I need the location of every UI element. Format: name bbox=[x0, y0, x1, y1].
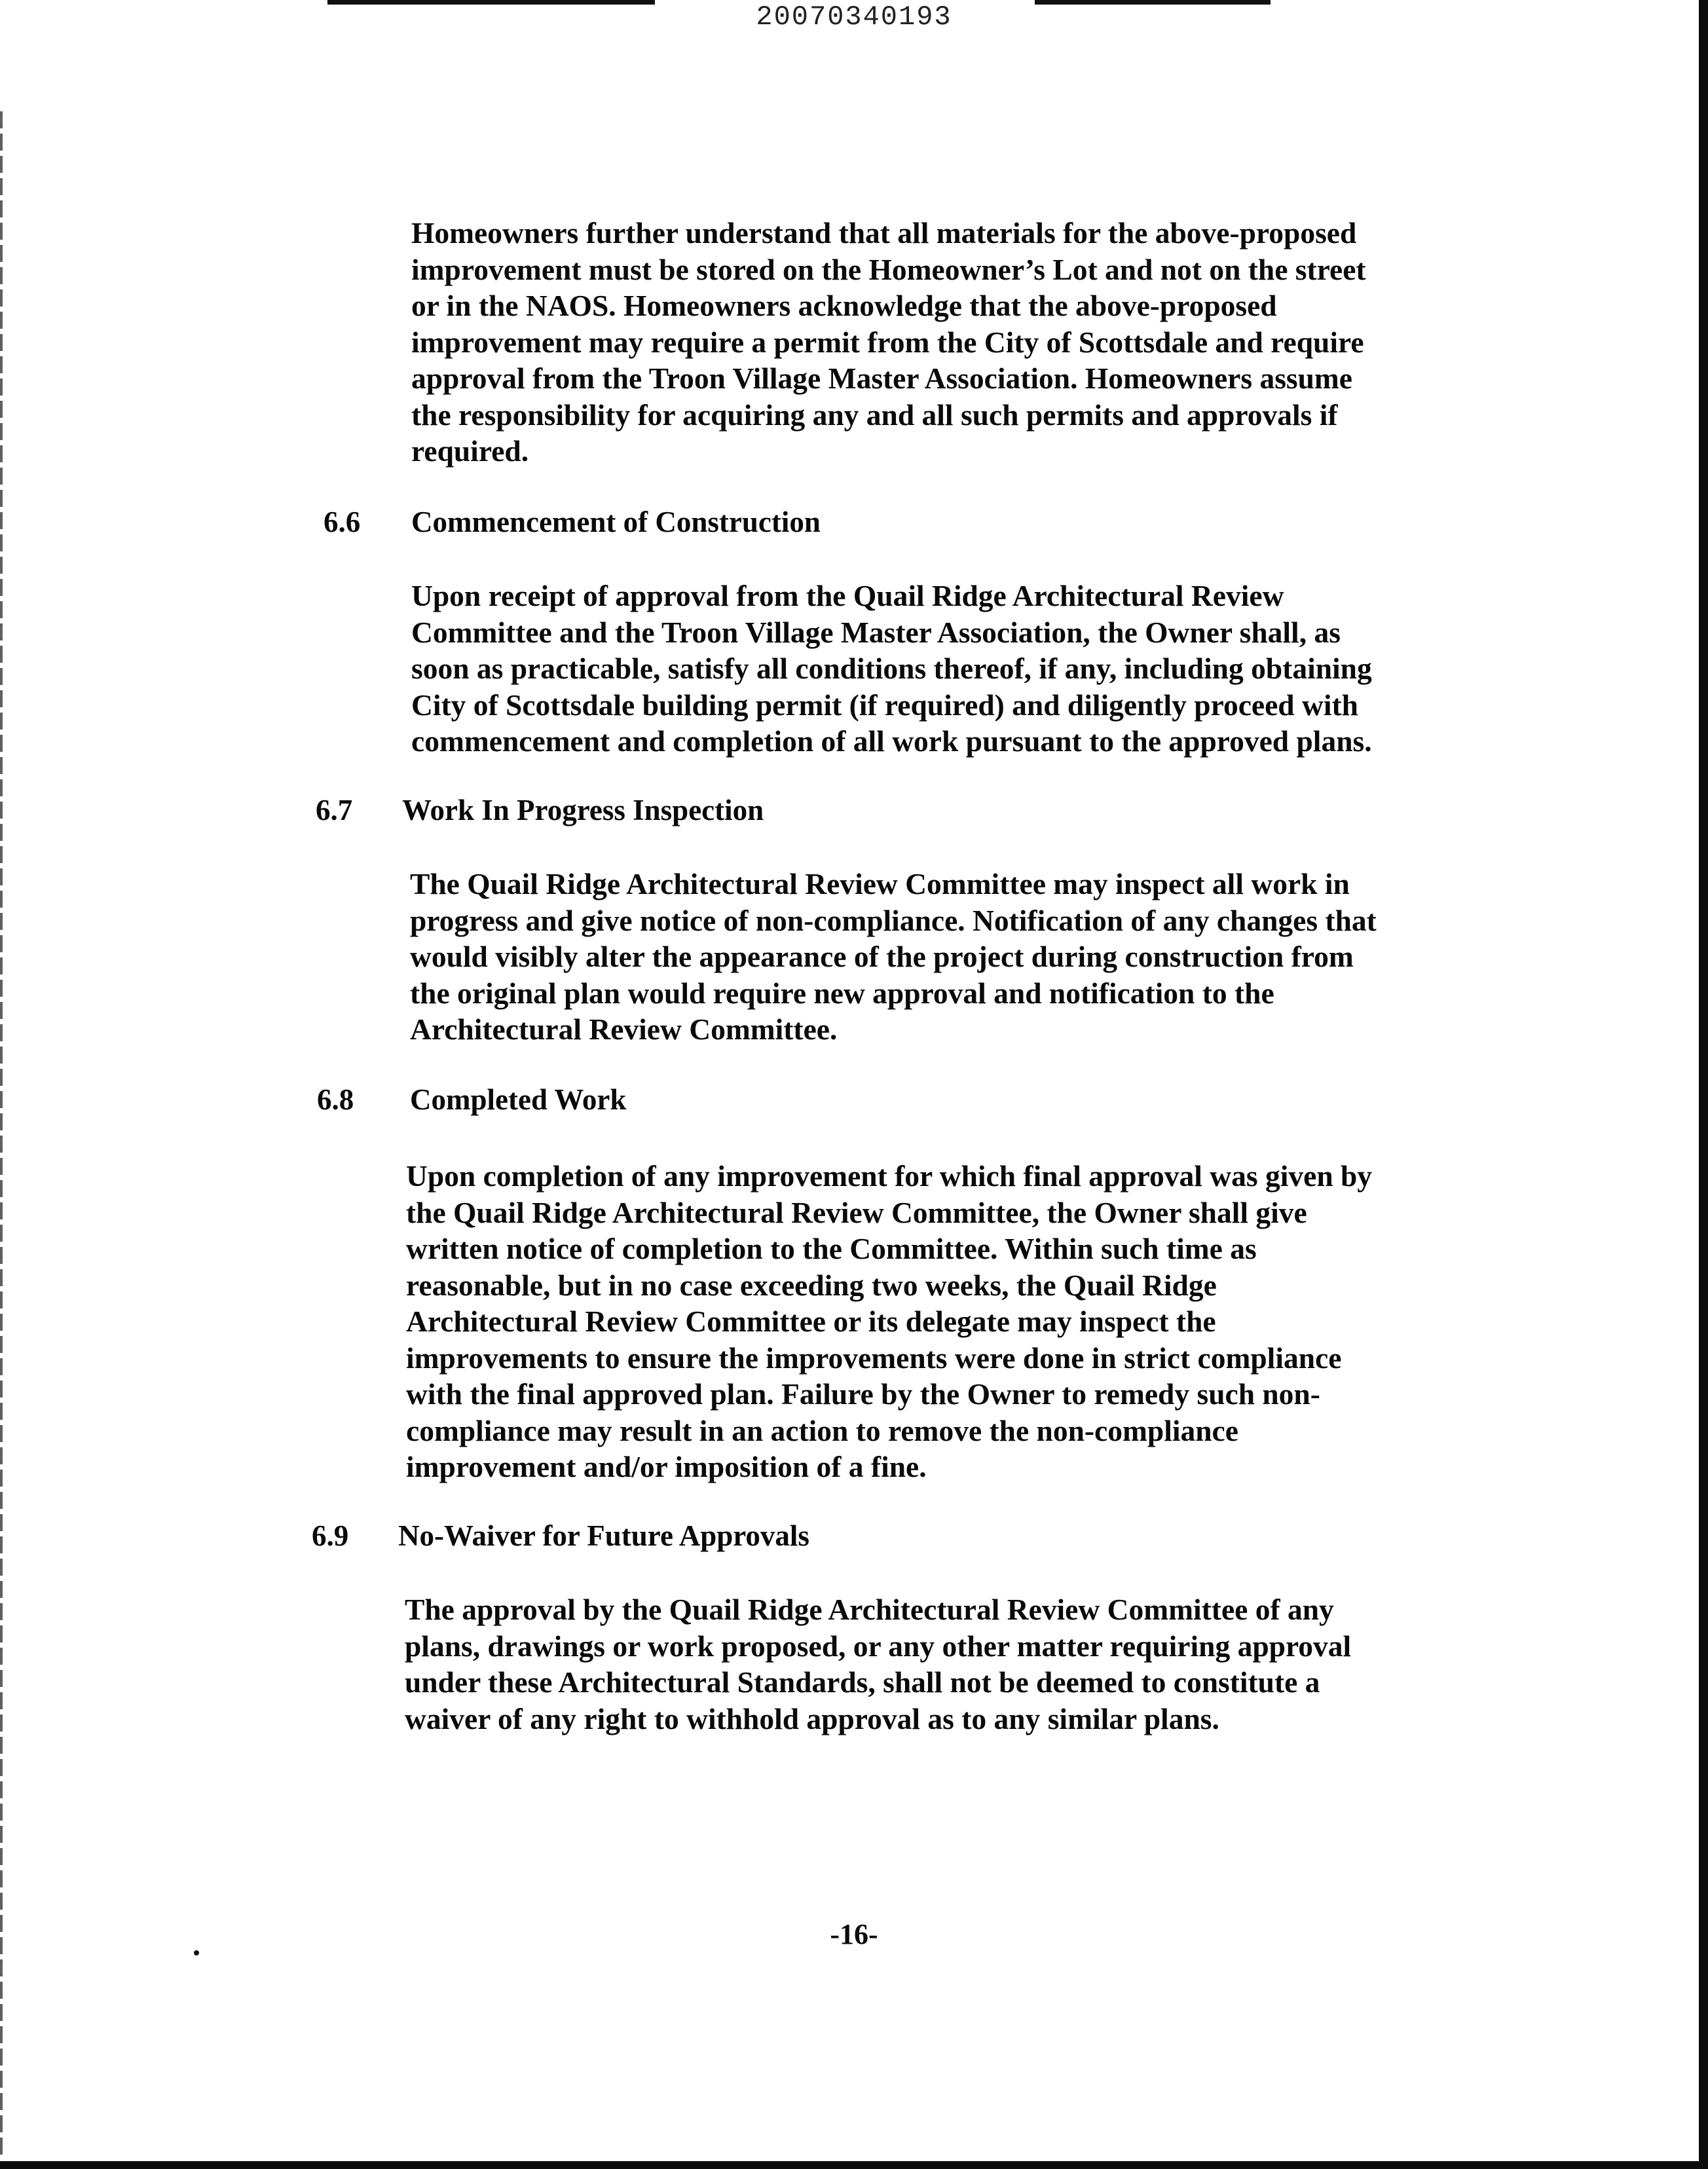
paragraph-line: Architectural Review Committee or its delegate may inspect the bbox=[406, 1305, 1216, 1338]
paragraph-line: approval from the Troon Village Master Association. Homeowners assume bbox=[411, 362, 1353, 395]
paragraph-line: Architectural Review Committee. bbox=[410, 1012, 838, 1046]
scan-artifact-speck bbox=[194, 1950, 199, 1956]
document-number: 20070340193 bbox=[756, 1, 952, 33]
paragraph-line: would visibly alter the appearance of the project during construction from bbox=[410, 940, 1354, 973]
section-heading bbox=[324, 504, 1306, 540]
section-title: Commencement of Construction bbox=[411, 506, 821, 538]
paragraph-line: written notice of completion to the Committee. Within such time as bbox=[406, 1232, 1257, 1265]
paragraph-line: Homeowners further understand that all materials for the above-proposed bbox=[411, 216, 1357, 250]
section-number: 6.7 bbox=[316, 794, 353, 826]
section-number: 6.8 bbox=[317, 1083, 354, 1116]
section-number: 6.6 bbox=[324, 506, 361, 538]
scan-artifact-bottom-edge bbox=[0, 2161, 1708, 2169]
page-number: -16- bbox=[830, 1918, 878, 1950]
paragraph-line: with the final approved plan. Failure by the Owner to remedy such non- bbox=[406, 1377, 1320, 1411]
section-title: No-Waiver for Future Approvals bbox=[398, 1519, 809, 1552]
paragraph-line: or in the NAOS. Homeowners acknowledge that the above-proposed bbox=[411, 289, 1277, 322]
paragraph-line: commencement and completion of all work pursuant to the approved plans. bbox=[411, 724, 1372, 758]
section-heading bbox=[317, 1082, 1299, 1118]
paragraph-line: progress and give notice of non-compliance. Notification of any changes that bbox=[410, 903, 1377, 937]
section-title: Completed Work bbox=[410, 1083, 627, 1116]
section-heading bbox=[316, 792, 1298, 828]
paragraph-line: City of Scottsdale building permit (if required) and diligently proceed with bbox=[411, 688, 1358, 722]
paragraph-line: improvement must be stored on the Homeowner’s Lot and not on the street bbox=[411, 252, 1366, 286]
paragraph-line: The approval by the Quail Ridge Architectural Review Committee of any bbox=[405, 1593, 1334, 1626]
paragraph-line: Committee and the Troon Village Master Association, the Owner shall, as bbox=[411, 615, 1341, 649]
paragraph-line: compliance may result in an action to remove the non-compliance bbox=[406, 1413, 1238, 1447]
paragraph-line: improvement and/or imposition of a fine. bbox=[406, 1450, 927, 1483]
paragraph-line: soon as practicable, satisfy all conditions thereof, if any, including obtaining bbox=[411, 652, 1372, 685]
paragraph-line: waiver of any right to withhold approval as to any similar plans. bbox=[405, 1701, 1219, 1735]
paragraph-line: under these Architectural Standards, shall not be deemed to constitute a bbox=[405, 1665, 1320, 1699]
paragraph-line: the Quail Ridge Architectural Review Committee, the Owner shall give bbox=[406, 1195, 1307, 1229]
paragraph-line: reasonable, but in no case exceeding two weeks, the Quail Ridge bbox=[406, 1268, 1217, 1302]
paragraph-line: The Quail Ridge Architectural Review Committee may inspect all work in bbox=[410, 867, 1350, 900]
paragraph-line: the responsibility for acquiring any and all such permits and approvals if bbox=[411, 398, 1338, 432]
section-number: 6.9 bbox=[312, 1519, 349, 1552]
paragraph-line: required. bbox=[411, 434, 529, 468]
paragraph-line: Upon receipt of approval from the Quail Ridge Architectural Review bbox=[411, 579, 1284, 612]
paragraph-line: the original plan would require new approval and notification to the bbox=[410, 976, 1274, 1010]
paragraph-line: improvement may require a permit from the City of Scottsdale and require bbox=[411, 325, 1364, 359]
paragraph-line: plans, drawings or work proposed, or any other matter requiring approval bbox=[405, 1629, 1352, 1663]
section-title: Work In Progress Inspection bbox=[402, 794, 764, 826]
paragraph-line: improvements to ensure the improvements were done in strict compliance bbox=[406, 1341, 1342, 1375]
section-heading bbox=[312, 1518, 1294, 1554]
scan-artifact-left-edge bbox=[0, 111, 3, 2155]
scan-artifact-right-edge bbox=[1699, 0, 1708, 2169]
paragraph-line: Upon completion of any improvement for which final approval was given by bbox=[406, 1159, 1373, 1193]
